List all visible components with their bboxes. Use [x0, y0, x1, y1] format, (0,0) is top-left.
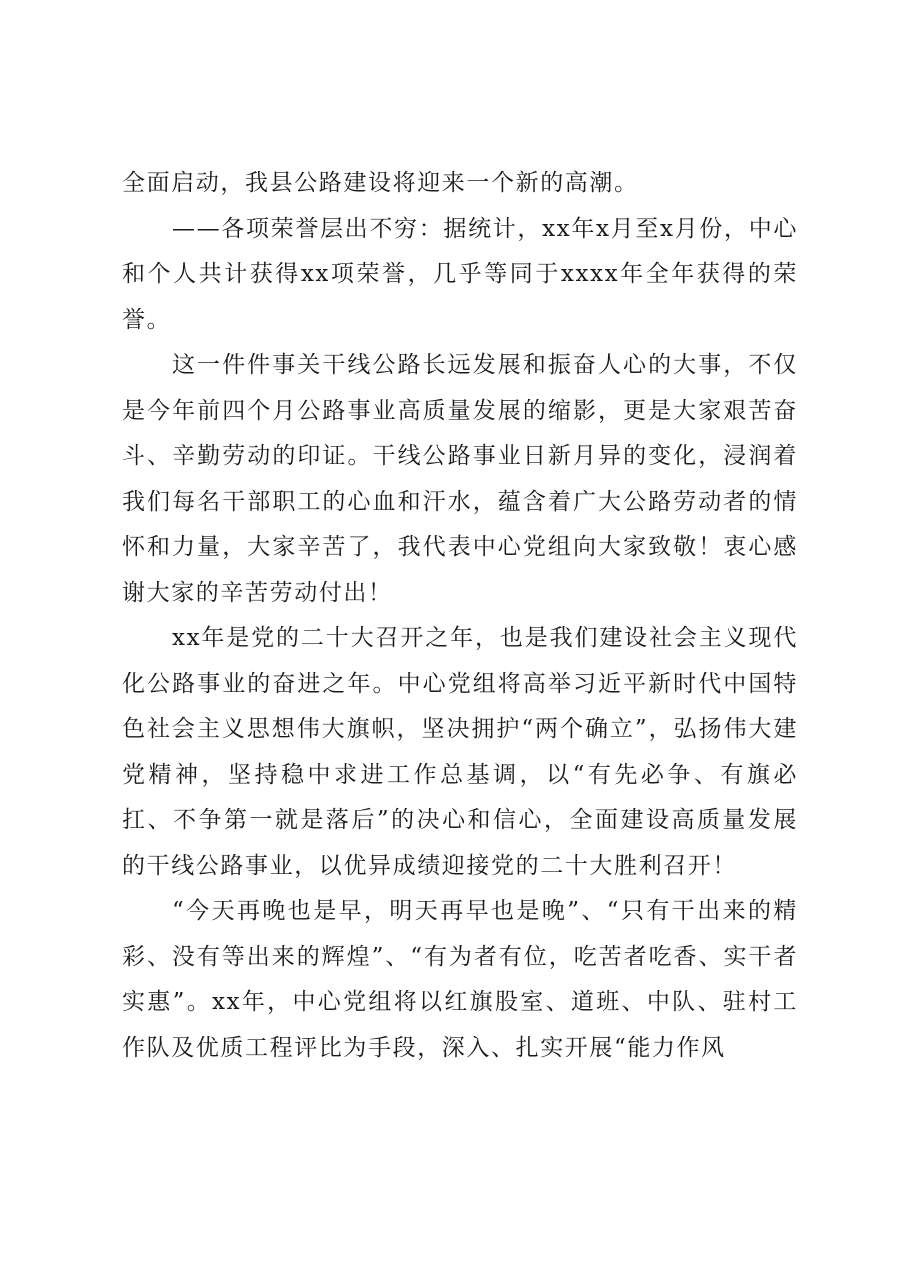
paragraph-1: 全面启动，我县公路建设将迎来一个新的高潮。: [122, 170, 639, 196]
paragraph-3: 这一件件事关干线公路长远发展和振奋人心的大事，不仅是今年前四个月公路事业高质量发展的缩影，更是大家艰苦奋斗、辛勤劳动的印证。干线公路事业日新月异的变化，浸润着我们每名干部职工的心血和汗水，蕴含着广大公路劳动者的情怀和力量，大家辛苦了，我代表中心党组向大家致敬！衷心感谢大家的辛苦劳动付出！: [122, 352, 798, 606]
paragraph-5: “今天再晚也是早，明天再早也是晚”、“只有干出来的精彩、没有等出来的辉煌”、“有为者有位，吃苦者吃香、实干者实惠”。xx年，中心党组将以红旗股室、道班、中队、驻村工作队及优质工程评比为手段，深入、扎实开展“能力作风: [122, 898, 798, 1061]
paragraph-4: xx年是党的二十大召开之年，也是我们建设社会主义现代化公路事业的奋进之年。中心党组将高举习近平新时代中国特色社会主义思想伟大旗帜，坚决拥护“两个确立”，弘扬伟大建党精神，坚持稳中求进工作总基调，以“有先必争、有旗必扛、不争第一就是落后”的决心和信心，全面建设高质量发展的干线公路事业，以优异成绩迎接党的二十大胜利召开！: [122, 625, 798, 879]
document-body: [122, 161, 798, 1071]
paragraph-2: ——各项荣誉层出不穷：据统计，xx年x月至x月份，中心和个人共计获得xx项荣誉，几乎等同于xxxx年全年获得的荣誉。: [122, 215, 798, 333]
